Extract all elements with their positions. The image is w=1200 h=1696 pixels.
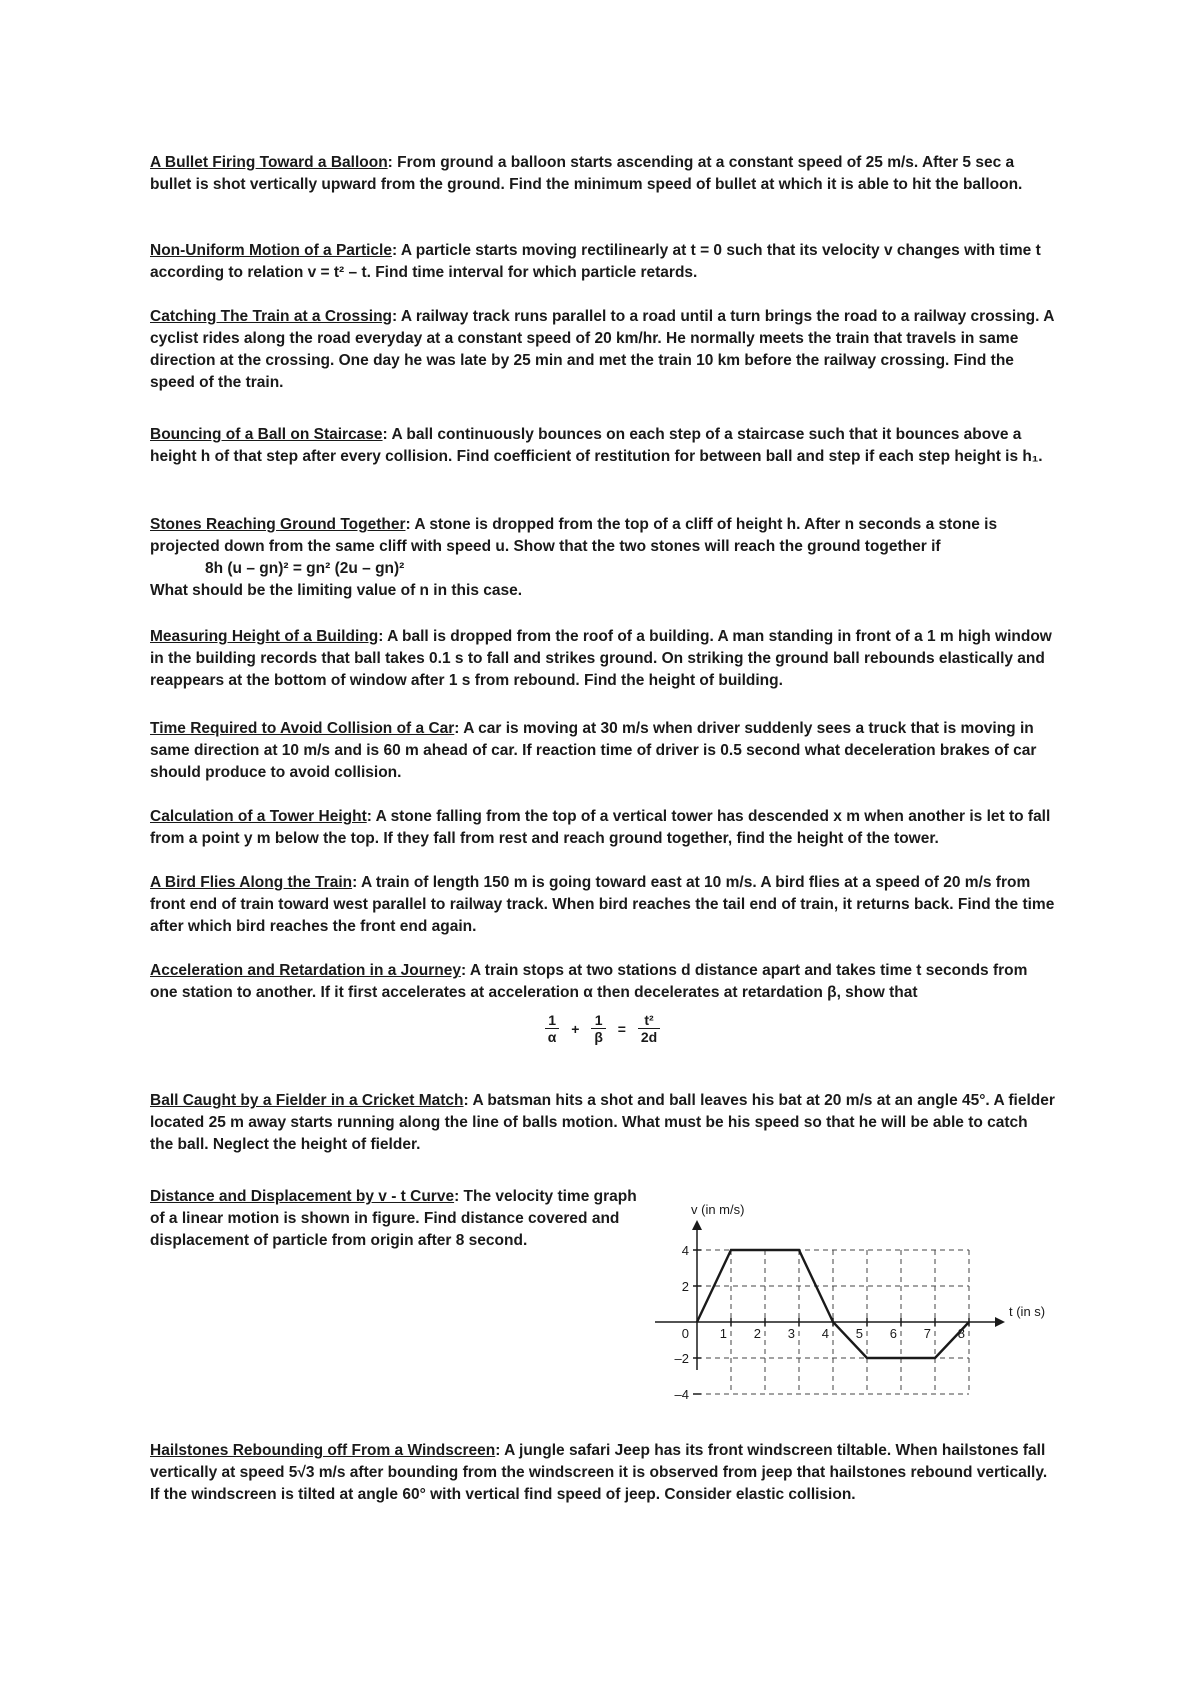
problem-text: A ball continuously bounces on each step of a staircase such that it bounces above a height h of that step after every collision. Find coefficient of restitution for between ball and step if each step height is h₁. xyxy=(150,426,1043,465)
y-axis-label: v (in m/s) xyxy=(691,1202,745,1217)
problem-ball-staircase: Bouncing of a Ball on Staircase: A ball continuously bounces on each step of a staircase such that it bounces above a height h of that step after every collision. Find coefficient of restitution for between ball and step if each step height is h₁. xyxy=(150,426,1043,465)
problem-train-crossing: Catching The Train at a Crossing: A railway track runs parallel to a road until a turn brings the road to a railway crossing. A cyclist rides along the road everyday at a constant speed of 20 km/hr. He normally meets the train that travels in same direction at the crossing. One day he was late by 25 min and met the train 10 km before the railway crossing. Find the speed of the train. xyxy=(150,308,1054,391)
problem-title: Catching The Train at a Crossing xyxy=(150,308,393,325)
equals-sign: = xyxy=(617,1020,626,1037)
problem-text: A ball is dropped from the roof of a building. A man standing in front of a 1 m high window in the building records that ball takes 0.1 s to fall and strikes ground. On striking the ground ball rebounds elastically and reappears at the bottom of window after 1 s from rebound. Find the height of building. xyxy=(150,628,1052,689)
fraction xyxy=(638,1012,660,1045)
problem-bird-train: A Bird Flies Along the Train: A train of length 150 m is going toward east at 10 m/s. A bird flies at a speed of 20 m/s from front end of train toward west parallel to railway track. When bird reaches the tail end of train, it returns back. Find the time after which bird reaches the front end again. xyxy=(150,874,1055,935)
denominator: β xyxy=(594,1029,603,1045)
y-tick-label: 0 xyxy=(681,1326,689,1341)
y-tick-label: 4 xyxy=(681,1243,689,1258)
x-tick-label: 3 xyxy=(787,1326,795,1341)
y-tick-label: –2 xyxy=(674,1351,689,1366)
denominator: 2d xyxy=(640,1029,658,1045)
problem-text: A stone falling from the top of a vertical tower has descended x m when another is let to fall from a point y m below the top. If they fall from rest and reach ground together, find the height of the tower. xyxy=(150,808,1051,847)
problem-title: Calculation of a Tower Height xyxy=(150,808,367,825)
x-tick-label: 4 xyxy=(821,1326,829,1341)
x-tick-label: 5 xyxy=(855,1326,863,1341)
numerator: 1 xyxy=(591,1012,606,1029)
plus-sign: + xyxy=(571,1020,580,1037)
problem-vt-curve: Distance and Displacement by v - t Curve: The velocity time graph of a linear motion is shown in figure. Find distance covered and displacement of particle from origin after 8 second. xyxy=(150,1188,637,1249)
problem-title: A Bird Flies Along the Train xyxy=(150,874,353,891)
problem-bullet-balloon: A Bullet Firing Toward a Balloon: From ground a balloon starts ascending at a constant speed of 25 m/s. After 5 sec a bullet is shot vertically upward from the ground. Find the minimum speed of bullet at which it is able to hit the balloon. xyxy=(150,154,1023,193)
problem-text: A railway track runs parallel to a road until a turn brings the road to a railway crossing. A cyclist rides along the road everyday at a constant speed of 20 km/hr. He normally meets the train that travels in same direction at the crossing. One day he was late by 25 min and met the train 10 km before the railway crossing. Find the speed of the train. xyxy=(150,308,1054,391)
problem-title: Stones Reaching Ground Together xyxy=(150,516,406,533)
x-tick-label: 8 xyxy=(957,1326,965,1341)
problem-text: A stone is dropped from the top of a cliff of height h. After n seconds a stone is projected down from the same cliff with speed u. Show that the two stones will reach the ground together if xyxy=(150,516,998,555)
problem-text: The velocity time graph of a linear motion is shown in figure. Find distance covered and displacement of particle from origin after 8 second. xyxy=(150,1188,637,1249)
x-axis-label: t (in s) xyxy=(1009,1304,1046,1319)
problem-car-collision: Time Required to Avoid Collision of a Car: A car is moving at 30 m/s when driver suddenly sees a truck that is moving in same direction at 10 m/s and is 60 m ahead of car. If reaction time of driver is 0.5 second what deceleration brakes of car should produce to avoid collision. xyxy=(150,720,1037,781)
x-tick-label: 2 xyxy=(753,1326,761,1341)
problem-title: Measuring Height of a Building xyxy=(150,628,379,645)
problem-tower-height: Calculation of a Tower Height: A stone falling from the top of a vertical tower has descended x m when another is let to fall from a point y m below the top. If they fall from rest and reach ground together, find the height of the tower. xyxy=(150,808,1051,847)
numerator: 1 xyxy=(545,1012,560,1029)
problem-building-height: Measuring Height of a Building: A ball is dropped from the roof of a building. A man standing in front of a 1 m high window in the building records that ball takes 0.1 s to fall and strikes ground. On striking the ground ball rebounds elastically and reappears at the bottom of window after 1 s from rebound. Find the height of building. xyxy=(150,628,1052,689)
problem-hailstones-windscreen: Hailstones Rebounding off From a Windscreen: A jungle safari Jeep has its front windscreen tiltable. When hailstones fall vertically at speed 5√3 m/s after bounding from the windscreen it is observed from jeep that hailstones rebound vertically. If the windscreen is tilted at angle 60° with vertical find speed of jeep. Consider elastic collision. xyxy=(150,1442,1048,1503)
problem-acceleration-retardation: Acceleration and Retardation in a Journey: A train stops at two stations d distance apart and takes time t seconds from one station to another. If it first accelerates at acceleration α then decelerates at retardation β, show that $\frac{1}{\alpha}$ + $\frac{1}{\beta}$ = $\frac{\text{t²}}{2d}$ xyxy=(150,960,1055,1045)
problem-text: A train stops at two stations d distance apart and takes time t seconds from one station to another. If it first accelerates at acceleration α then decelerates at retardation β, show that xyxy=(150,962,1028,1001)
problem-title: Time Required to Avoid Collision of a Car xyxy=(150,720,455,737)
problem-title: Acceleration and Retardation in a Journey xyxy=(150,962,461,979)
x-tick-label: 7 xyxy=(923,1326,931,1341)
problem-non-uniform-motion: Non-Uniform Motion of a Particle: A particle starts moving rectilinearly at t = 0 such that its velocity v changes with time t according to relation v = t² – t. Find time interval for which particle retards. xyxy=(150,242,1041,281)
problem-stones-ground: Stones Reaching Ground Together: A stone is dropped from the top of a cliff of height h. After n seconds a stone is projected down from the same cliff with speed u. Show that the two stones will reach the ground together if 8h (u – gn)² = gn² (2u – gn)² What should be the limiting value of n in this case. xyxy=(150,514,1055,602)
formula xyxy=(150,1012,1055,1045)
fraction xyxy=(591,1012,606,1045)
problem-text: From ground a balloon starts ascending at a constant speed of 25 m/s. After 5 sec a bullet is shot vertically upward from the ground. Find the minimum speed of bullet at which it is able to hit the balloon. xyxy=(150,154,1023,193)
problem-text: A particle starts moving rectilinearly at t = 0 such that its velocity v changes with time t according to relation v = t² – t. Find time interval for which particle retards. xyxy=(150,242,1041,281)
fraction xyxy=(545,1012,560,1045)
problem-title: Ball Caught by a Fielder in a Cricket Match xyxy=(150,1092,464,1109)
problem-text: A batsman hits a shot and ball leaves his bat at 20 m/s at an angle 45°. A fielder located 25 m away starts running along the line of balls motion. What must be his speed so that he will be able to catch the ball. Neglect the height of fielder. xyxy=(150,1092,1055,1153)
problem-followup: What should be the limiting value of n in this case. xyxy=(150,582,523,599)
problem-title: Bouncing of a Ball on Staircase xyxy=(150,426,383,443)
problem-text: A car is moving at 30 m/s when driver suddenly sees a truck that is moving in same direction at 10 m/s and is 60 m ahead of car. If reaction time of driver is 0.5 second what deceleration brakes of car should produce to avoid collision. xyxy=(150,720,1037,781)
y-tick-label: –4 xyxy=(674,1387,689,1402)
problem-title: A Bullet Firing Toward a Balloon xyxy=(150,154,388,171)
equation: 8h (u – gn)² = gn² (2u – gn)² xyxy=(205,560,405,577)
problem-cricket-fielder: Ball Caught by a Fielder in a Cricket Match: A batsman hits a shot and ball leaves his bat at 20 m/s at an angle 45°. A fielder located 25 m away starts running along the line of balls motion. What must be his speed so that he will be able to catch the ball. Neglect the height of fielder. xyxy=(150,1092,1055,1153)
problem-title: Distance and Displacement by v - t Curve xyxy=(150,1188,455,1205)
velocity-time-graph xyxy=(655,1202,1065,1420)
x-tick-label: 6 xyxy=(889,1326,897,1341)
y-tick-label: 2 xyxy=(681,1279,689,1294)
problem-text: A train of length 150 m is going toward east at 10 m/s. A bird flies at a speed of 20 m/s from front end of train toward west parallel to railway track. When bird reaches the tail end of train, it returns back. Find the time after which bird reaches the front end again. xyxy=(150,874,1055,935)
y-axis-arrow xyxy=(692,1220,702,1230)
problem-title: Hailstones Rebounding off From a Windscreen xyxy=(150,1442,496,1459)
problem-text: A jungle safari Jeep has its front windscreen tiltable. When hailstones fall vertically at speed 5√3 m/s after bounding from the windscreen it is observed from jeep that hailstones rebound vertically. If the windscreen is tilted at angle 60° with vertical find speed of jeep. Consider elastic collision. xyxy=(150,1442,1048,1503)
denominator: α xyxy=(547,1029,557,1045)
x-tick-label: 1 xyxy=(719,1326,727,1341)
numerator: t² xyxy=(638,1012,660,1029)
problem-title: Non-Uniform Motion of a Particle xyxy=(150,242,392,259)
x-axis-arrow xyxy=(995,1317,1005,1327)
